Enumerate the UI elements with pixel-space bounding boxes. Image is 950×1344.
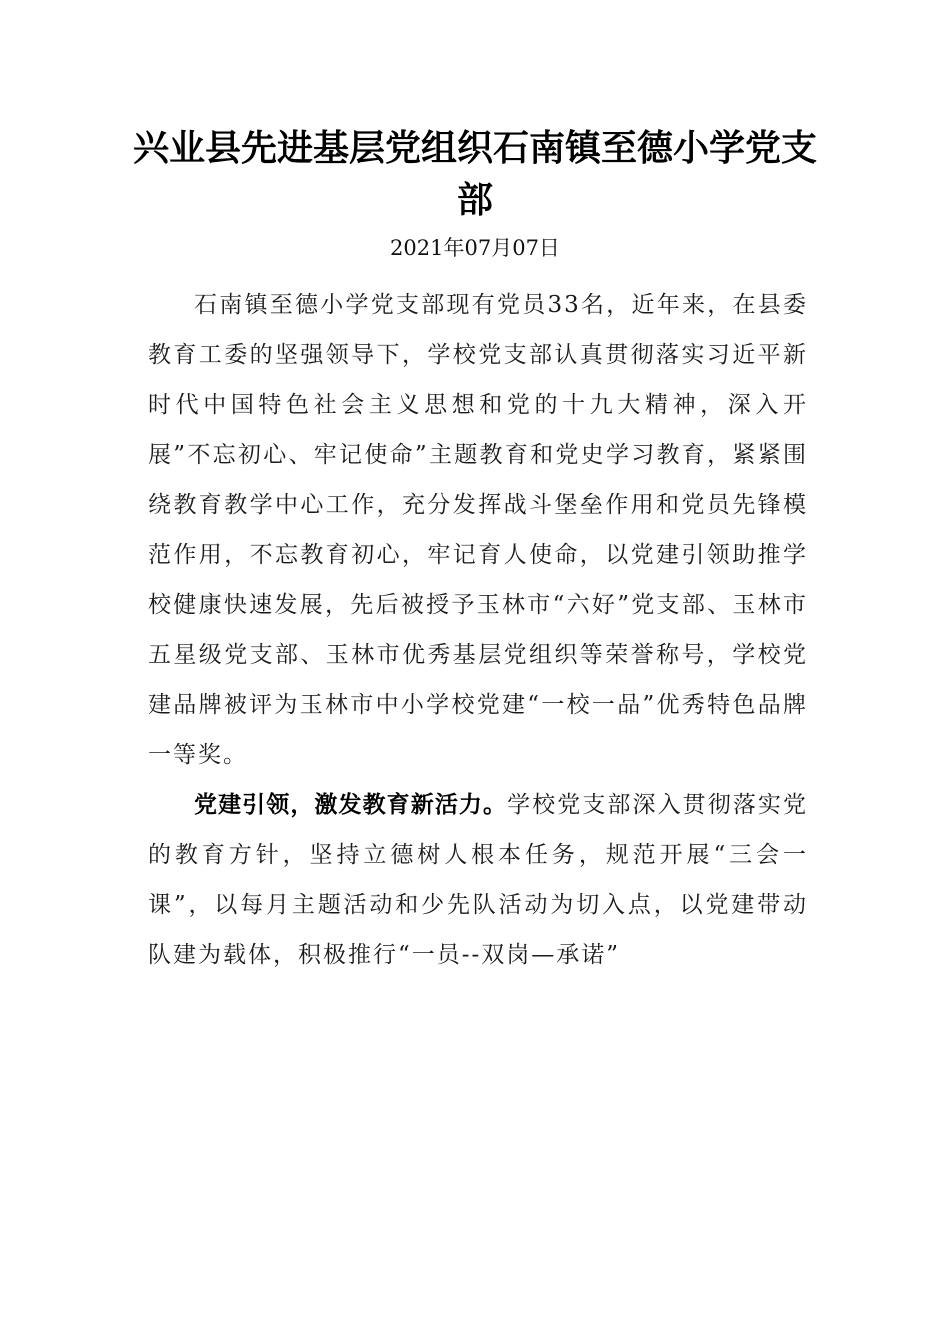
- document-body: [148, 280, 808, 980]
- paragraph-party-leadership-text: 学校党支部深入贯彻落实党的教育方针，坚持立德树人根本任务，规范开展“三会一课”，以每月主题活动和少先队活动为切入点，以党建带动队建为载体，积极推行“一员--双岗—承诺”: [148, 792, 809, 968]
- paragraph-intro: [148, 280, 808, 780]
- document-date: 2021年07月07日: [390, 236, 560, 260]
- document-title: 兴业县先进基层党组织石南镇至德小学党支部: [132, 127, 817, 221]
- paragraph-intro-text: 石南镇至德小学党支部现有党员33名，近年来，在县委教育工委的坚强领导下，学校党支部认真贯彻落实习近平新时代中国特色社会主义思想和党的十九大精神，深入开展”不忘初心、牢记使命”主题教育和党史学习教育，紧紧围绕教育教学中心工作，充分发挥战斗堡垒作用和党员先锋模范作用，不忘教育初心，牢记育人使命，以党建引领助推学校健康快速发展，先后被授予玉林市“六好”党支部、玉林市五星级党支部、玉林市优秀基层党组织等荣誉称号，学校党建品牌被评为玉林市中小学校党建“一校一品”优秀特色品牌一等奖。: [148, 292, 808, 768]
- paragraph-party-leadership: [148, 780, 808, 980]
- paragraph-lead-heading: 党建引领，激发教育新活力。: [194, 792, 508, 818]
